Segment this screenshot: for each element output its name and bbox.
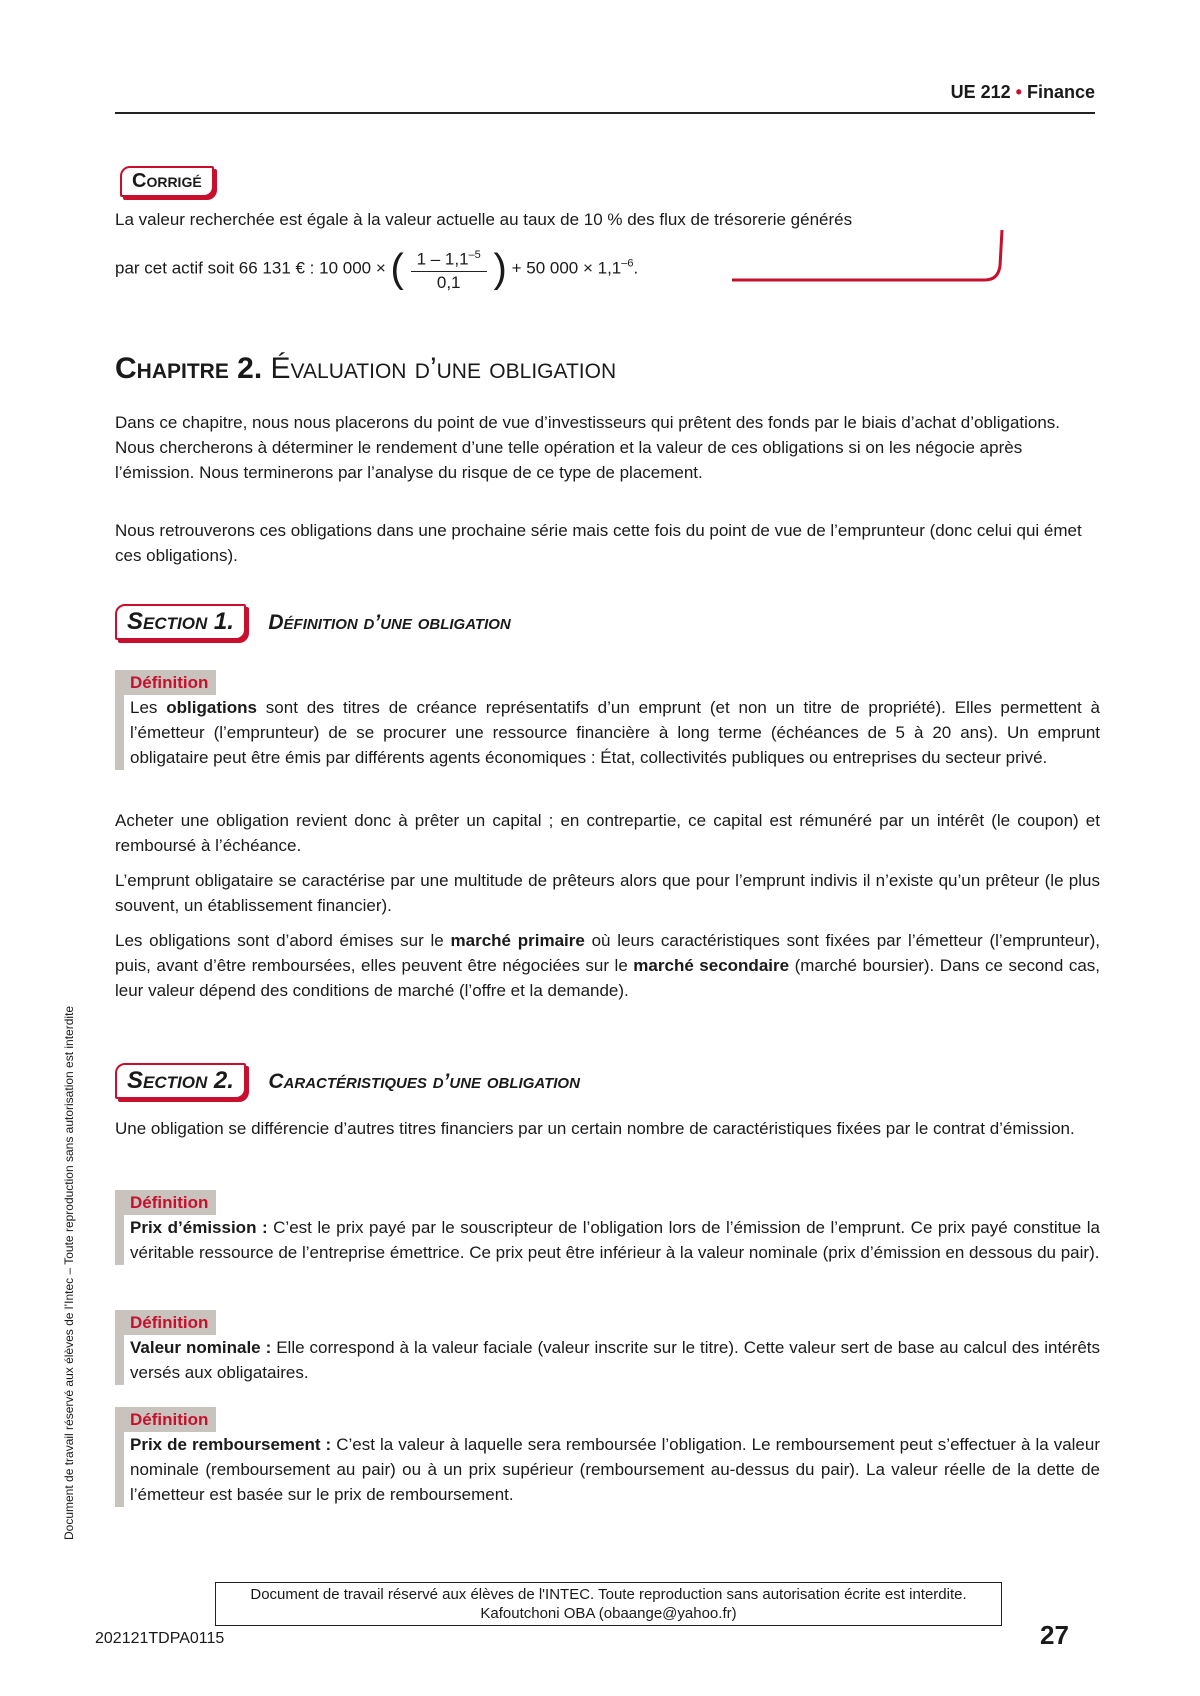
header-rule — [115, 112, 1095, 114]
corrige-tag: Corrigé — [120, 166, 214, 197]
page-number: 27 — [1040, 1620, 1069, 1650]
definition-label: Définition — [115, 1190, 216, 1215]
section-2-heading — [115, 1063, 580, 1099]
chapter-number: Chapitre 2. — [115, 352, 263, 385]
footer-notice-line1: Document de travail réservé aux élèves de l'INTEC. Toute reproduction sans autorisation écrite est interdite. — [250, 1586, 967, 1603]
section-1-tag: Section 1. — [115, 604, 246, 640]
chapter-name: Évaluation d’une obligation — [270, 352, 617, 385]
section-1-heading — [115, 604, 511, 640]
corrige-bracket-decoration — [730, 228, 1010, 288]
course-code: UE 212 — [950, 82, 1011, 102]
definition-block-prix-remboursement — [115, 1407, 1100, 1507]
formula-suffix: + 50 000 × 1,1 — [511, 258, 622, 278]
footer-notice — [215, 1582, 1002, 1626]
definition-block-prix-emission — [115, 1190, 1100, 1265]
definition-label: Définition — [115, 1310, 216, 1335]
definition-text: Prix d’émission : C’est le prix payé par le souscripteur de l’obligation lors de l’émission de l’emprunt. Ce prix payé constitue la véritable ressource de l’entreprise émettrice. Ce prix peut être inférieur à la valeur nominale (prix d’émission en dessous du pair). — [130, 1218, 1100, 1262]
formula-exponent: –6 — [621, 257, 634, 270]
footer-notice-line2: Kafoutchoni OBA (obaange@yahoo.fr) — [480, 1605, 737, 1622]
chapter-title — [115, 352, 616, 386]
formula-fraction — [411, 244, 487, 294]
header-separator: • — [1015, 82, 1022, 102]
section-2-intro: Une obligation se différencie d’autres titres financiers par un certain nombre de caractéristiques fixées par le contrat d’émission. — [115, 1119, 1075, 1138]
section-2-tag: Section 2. — [115, 1063, 246, 1099]
copyright-side-note: Document de travail réservé aux élèves de l’Intec – Toute reproduction sans autorisation est interdite — [62, 1005, 76, 1540]
corrige-formula: par cet actif soit 66 131 € : 10 000 × ( $\frac{1 - 1,1^{-5}}{0,1}$ ) + 50 $000 \times 1,1^{-6}$. — [115, 244, 638, 294]
section-1-paragraph-3: Les obligations sont d’abord émises sur le marché primaire où leurs caractéristiques sont fixées par l’émetteur (l’emprunteur), puis, avant d’être remboursées, elles peuvent être négociées sur le marché secondaire (marché boursier). Dans ce second cas, leur valeur dépend des conditions de marché (l’offre et la demande). — [115, 931, 1101, 1000]
fraction-numerator: $1 - 1,1^{-5}$ — [411, 244, 487, 272]
chapter-intro-paragraph-1: Dans ce chapitre, nous nous placerons du point de vue d’investisseurs qui prêtent des fonds par le biais d’achat d’obligations. Nous chercherons à déterminer le rendement d’une telle opération et la valeur de ces obligations si on les négocie après l’émission. Nous terminerons par l’analyse du risque de ce type de placement. — [115, 413, 1061, 482]
chapter-intro-paragraph-2: Nous retrouverons ces obligations dans une prochaine série mais cette fois du point de vue de l’emprunteur (donc celui qui émet ces obligations). — [115, 521, 1082, 565]
close-paren: ) — [493, 246, 507, 291]
open-paren: ( — [390, 246, 404, 291]
section-2-title: Caractéristiques d’une obligation — [268, 1070, 580, 1093]
corrige-text-line1: La valeur recherchée est égale à la valeur actuelle au taux de 10 % des flux de trésorerie générés — [115, 210, 853, 229]
definition-label: Définition — [115, 670, 216, 695]
definition-label: Définition — [115, 1407, 216, 1432]
fraction-denominator: 0,1 — [436, 272, 461, 292]
definition-block-obligations — [115, 670, 1100, 770]
section-1-paragraph-1: Acheter une obligation revient donc à prêter un capital ; en contrepartie, ce capital est rémunéré par un intérêt (le coupon) et remboursé à l’échéance. — [115, 811, 1100, 855]
definition-text: Les obligations sont des titres de créance représentatifs d’un emprunt (et non un titre de propriété). Elles permettent à l’émetteur (l’emprunteur) de se procurer une ressource financière à long terme (échéances de 5 à 20 ans). Un emprunt obligataire peut être émis par différents agents économiques : État, collectivités publiques ou entreprises du secteur privé. — [130, 698, 1101, 767]
definition-block-valeur-nominale — [115, 1310, 1100, 1385]
section-1-paragraph-2: L’emprunt obligataire se caractérise par une multitude de prêteurs alors que pour l’emprunt indivis il n’existe qu’un prêteur (le plus souvent, un établissement financier). — [115, 871, 1100, 915]
running-header — [880, 82, 1095, 103]
definition-text: Prix de remboursement : C’est la valeur à laquelle sera remboursée l’obligation. Le remboursement peut s’effectuer à la valeur nominale (remboursement au pair) ou à un prix supérieur (remboursement au-dessus du pair). La valeur réelle de la dette de l’émetteur est basée sur le prix de remboursement. — [130, 1435, 1101, 1504]
document-code: 202121TDPA0115 — [95, 1630, 225, 1647]
definition-text: Valeur nominale : Elle correspond à la valeur faciale (valeur inscrite sur le titre). Cette valeur sert de base au calcul des intérêts versés aux obligataires. — [130, 1338, 1100, 1382]
formula-prefix: par cet actif soit 66 131 € : 10 000 × — [115, 258, 386, 278]
section-1-title: Définition d’une obligation — [268, 611, 511, 634]
subject-name: Finance — [1026, 82, 1095, 102]
